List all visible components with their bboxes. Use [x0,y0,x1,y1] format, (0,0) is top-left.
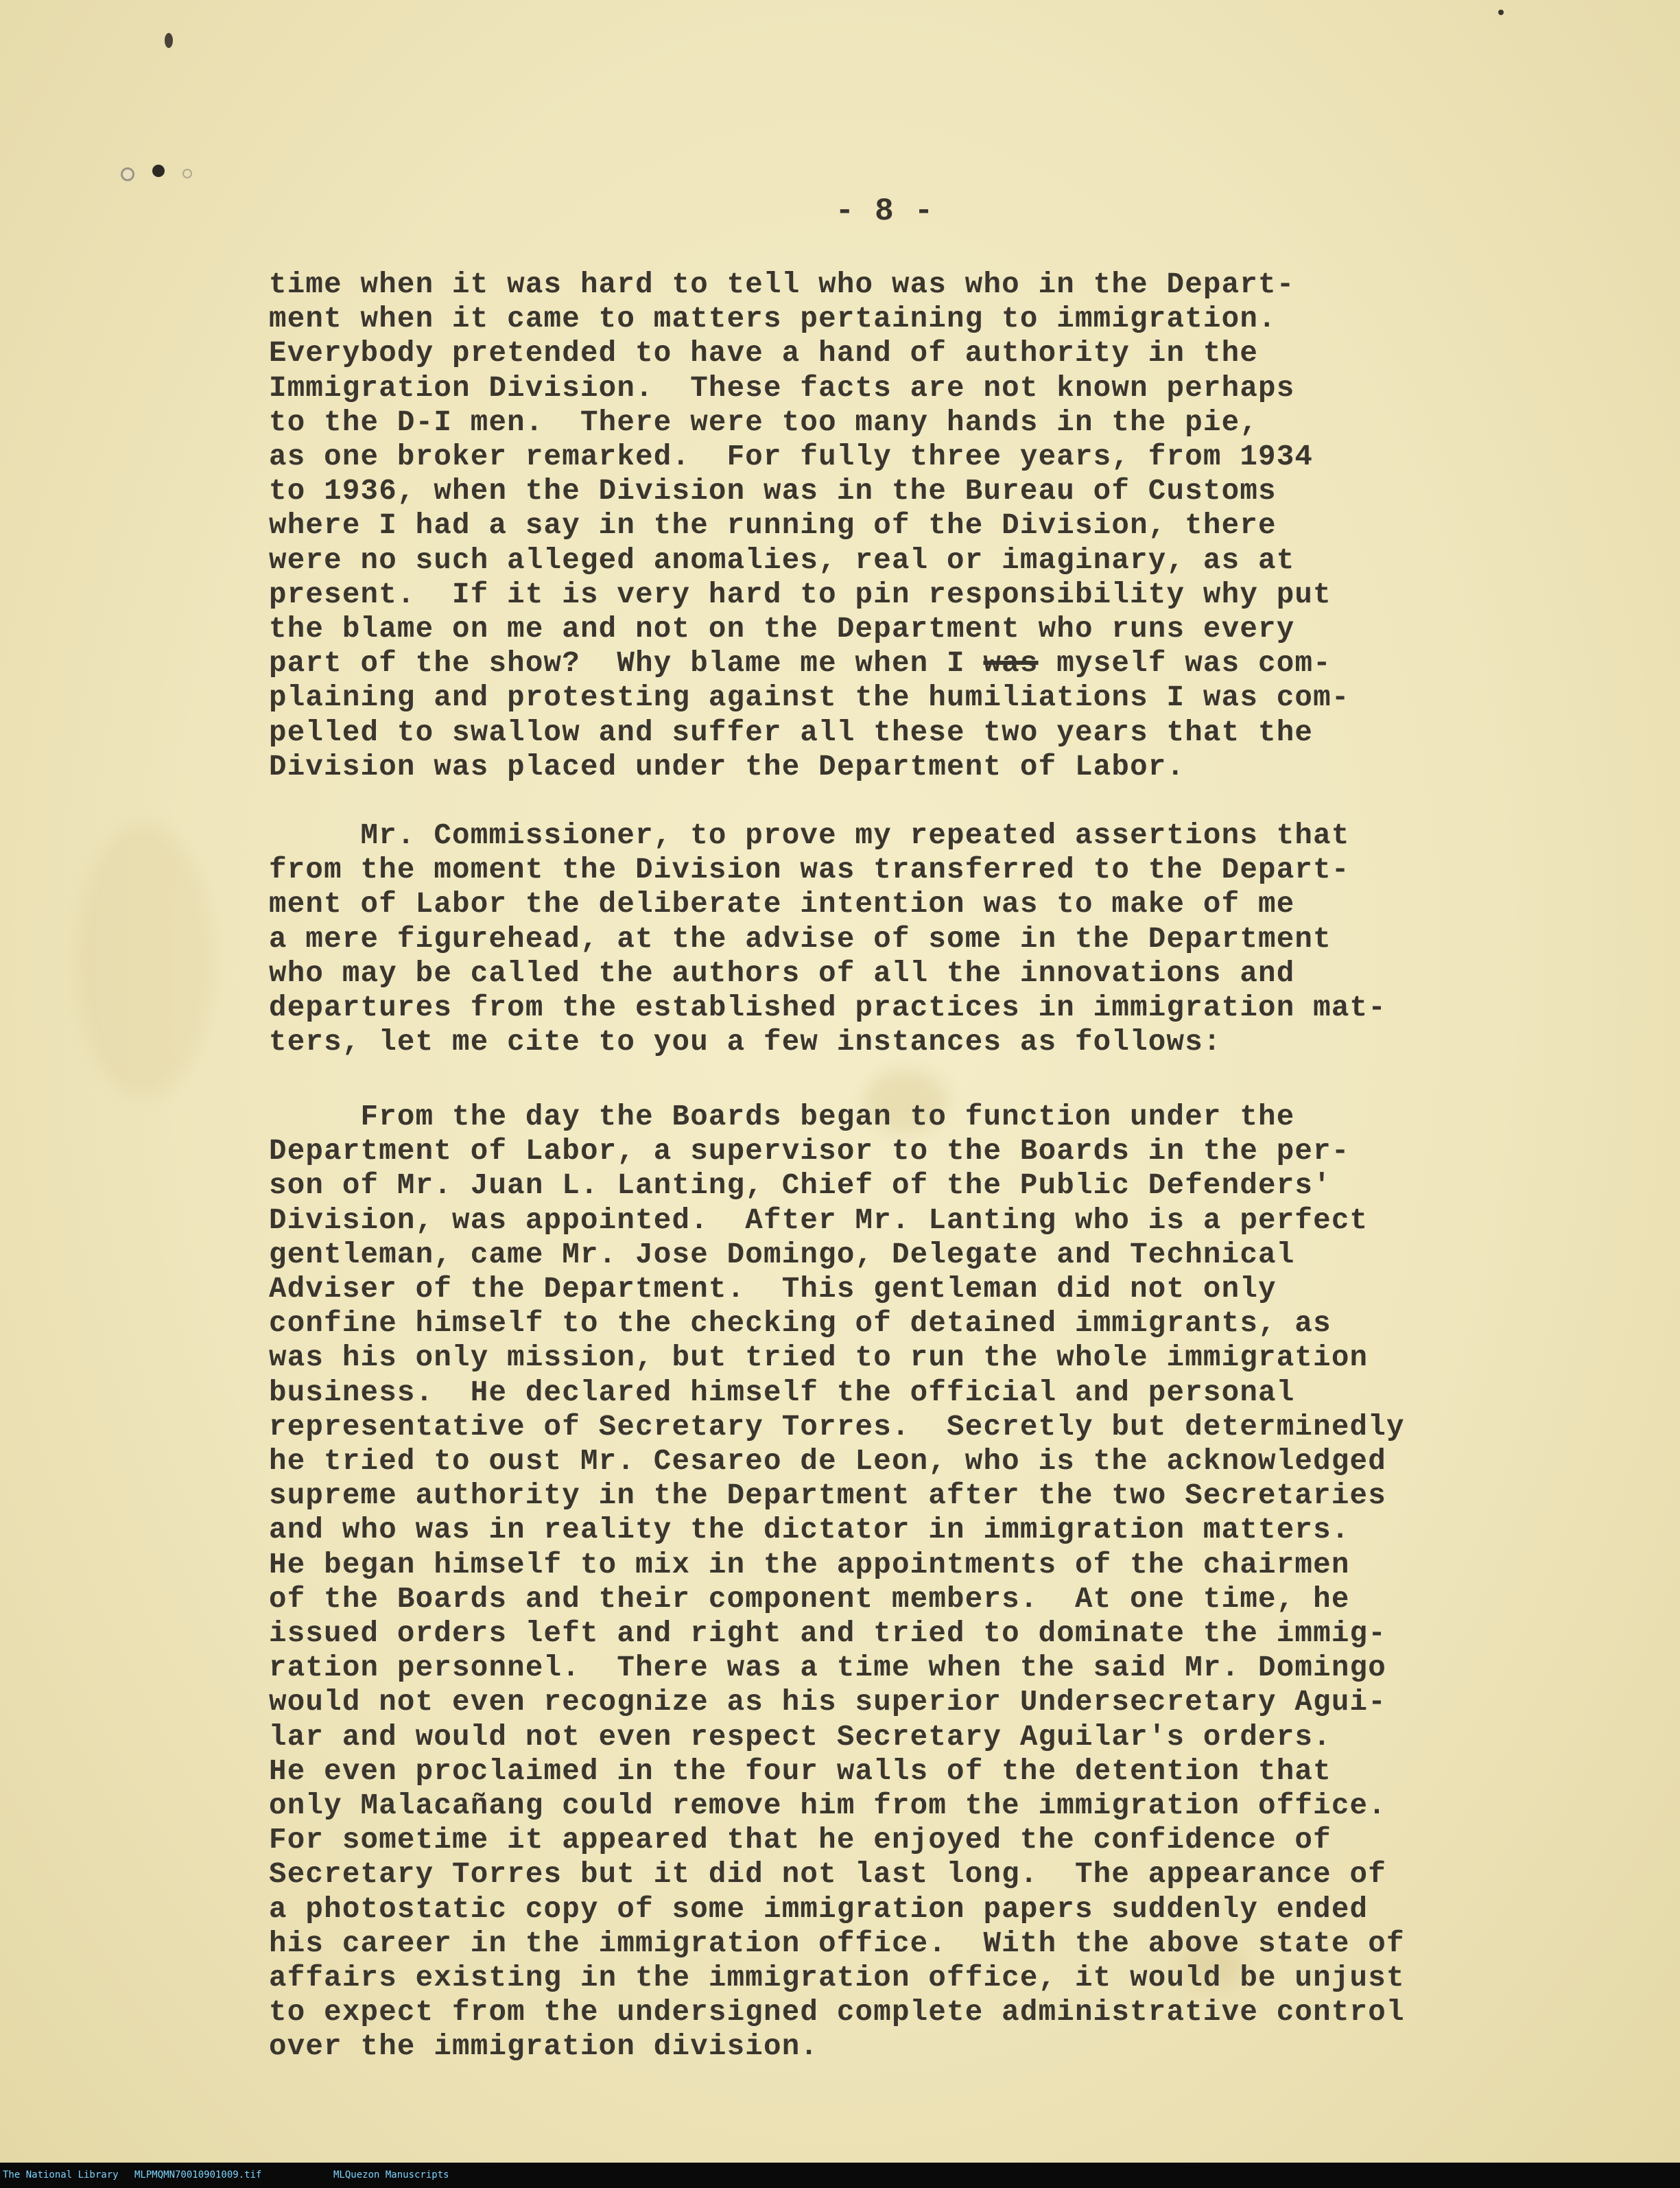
paragraph-2 [269,819,1607,1059]
text-line: to the D-I men. There were too many hands in the pie, [269,405,1259,439]
punch-hole [182,169,192,178]
text-line: he tried to oust Mr. Cesareo de Leon, who is the acknowledged [269,1445,1386,1479]
text-line: who may be called the authors of all the innovations and [269,956,1295,990]
text-line: present. If it is very hard to pin responsibility why put [269,578,1332,611]
text-line: time when it was hard to tell who was who in the Depart- [269,268,1295,301]
text-line: plaining and protesting against the humiliations I was com- [269,681,1350,715]
text-line: pelled to swallow and suffer all these two years that the [269,716,1314,749]
text-line: He even proclaimed in the four walls of the detention that [269,1754,1332,1788]
text-line: ration personnel. There was a time when the said Mr. Domingo [269,1651,1386,1685]
text-line: Secretary Torres but it did not last long. The appearance of [269,1858,1386,1892]
text-line: lar and would not even respect Secretary Aguilar's orders. [269,1720,1332,1754]
paper-stain [75,823,213,1098]
paragraph-3 [269,1100,1607,2065]
text-line: to expect from the undersigned complete administrative control [269,1996,1405,2030]
footer-filename: MLPMQMN70010901009.tif [134,2169,262,2180]
text-line: his career in the immigration office. With the above state of [269,1927,1405,1960]
text-line: and who was in reality the dictator in immigration matters. [269,1514,1350,1547]
text-line: as one broker remarked. For fully three years, from 1934 [269,440,1314,474]
text-line: Immigration Division. These facts are not known perhaps [269,371,1295,405]
scan-footer-bar [0,2163,1680,2188]
text-line: For sometime it appeared that he enjoyed the confidence of [269,1824,1332,1857]
text-line: only Malacañang could remove him from the immigration office. [269,1789,1386,1823]
struck-word: was [983,647,1039,681]
text-line: part of the show? Why blame me when I [269,647,984,681]
page-number: - 8 - [835,193,934,229]
paragraph-1 [269,268,1607,784]
text-line: from the moment the Division was transferred to the Depart- [269,854,1350,887]
punch-hole [121,167,134,181]
text-line: departures from the established practices in immigration mat- [269,991,1386,1025]
text-line: was his only mission, but tried to run the whole immigration [269,1341,1369,1375]
text-line: Division, was appointed. After Mr. Lanting who is a perfect [269,1203,1369,1237]
text-line: ment of Labor the deliberate intention was to make of me [269,888,1295,921]
text-line: Everybody pretended to have a hand of authority in the [269,337,1259,370]
punch-hole [152,165,165,177]
text-line: were no such alleged anomalies, real or imaginary, as at [269,543,1295,577]
text-line: Division was placed under the Department of Labor. [269,750,1185,784]
text-line: ters, let me cite to you a few instances as follows: [269,1026,1222,1059]
text-line: confine himself to the checking of detained immigrants, as [269,1307,1332,1341]
text-line: From the day the Boards began to function under the [269,1101,1295,1133]
text-line: a mere figurehead, at the advise of some in the Department [269,922,1332,956]
text-line: over the immigration division. [269,2030,819,2064]
text-line: supreme authority in the Department after the two Secretaries [269,1479,1386,1513]
text-line: would not even recognize as his superior Undersecretary Agui- [269,1686,1386,1719]
paper-speck [1498,10,1504,15]
text-line: Adviser of the Department. This gentleman did not only [269,1273,1277,1306]
text-line: the blame on me and not on the Department who runs every [269,613,1295,646]
footer-collection: MLQuezon Manuscripts [333,2169,449,2180]
text-line: He began himself to mix in the appointments of the chairmen [269,1548,1350,1581]
text-line: Department of Labor, a supervisor to the Boards in the per- [269,1135,1350,1168]
text-line: issued orders left and right and tried to dominate the immig- [269,1617,1386,1651]
text-line: son of Mr. Juan L. Lanting, Chief of the Public Defenders' [269,1169,1332,1203]
text-line: gentleman, came Mr. Jose Domingo, Delegate and Technical [269,1238,1295,1271]
text-line: business. He declared himself the official and personal [269,1376,1295,1409]
text-line: ment when it came to matters pertaining to immigration. [269,303,1277,336]
text-line: where I had a say in the running of the Division, there [269,509,1277,543]
text-line: representative of Secretary Torres. Secretly but determinedly [269,1410,1405,1444]
punch-mark [165,33,173,48]
text-line: affairs existing in the immigration office, it would be unjust [269,1962,1405,1995]
text-line: a photostatic copy of some immigration papers suddenly ended [269,1892,1369,1926]
footer-institution: The National Library [3,2169,119,2180]
text-line-tail: myself was com- [1038,647,1332,681]
text-line: of the Boards and their component members. At one time, he [269,1582,1350,1616]
text-line: Mr. Commissioner, to prove my repeated assertions that [269,819,1350,852]
text-line: to 1936, when the Division was in the Bureau of Customs [269,475,1277,508]
